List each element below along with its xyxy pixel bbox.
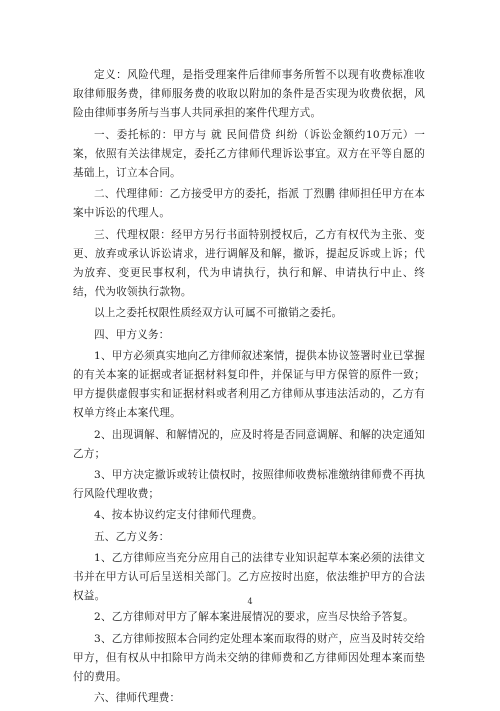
- section-heading-party-a-duties: 四、甲方义务：: [94, 328, 170, 341]
- party-b-duty-item: 3、乙方律师按照本合同约定处理本案而取得的财产，应当及时转交给甲方，但有权从中扣除甲方尚未交纳的律师费和乙方律师因处理本案而垫付的费用。: [73, 632, 425, 684]
- irrevocable-note: 以上之委托权限性质经双方认可属不可撤销之委托。: [94, 307, 343, 320]
- party-a-duty-item: 1、甲方必须真实地向乙方律师叙述案情，提供本协议签署时业已掌握的有关本案的证据或者证据材料复印件，并保证与甲方保管的原件一致；甲方提供虚假事实和证据材料或者利用乙方律师从事违法活动的，乙方有权单方终止本案代理。: [73, 349, 425, 420]
- definition-paragraph: 定义：风险代理，是指受理案件后律师事务所暂不以现有收费标准收取律师服务费，律师服务费的收取以附加的条件是否实现为收费依据，风险由律师事务所与当事人共同承担的案件代理方式。: [73, 69, 425, 120]
- party-a-duty-item: 3、甲方决定撤诉或转让债权时，按照律师收费标准缴纳律师费不再执行风险代理收费；: [73, 469, 425, 501]
- party-b-duty-item: 1、乙方律师应当充分应用自己的法律专业知识起草本案必须的法律文书并在甲方认可后呈送相关部门。乙方应按时出庭，依法维护甲方的合法权益。: [73, 551, 425, 603]
- clause-entrusted-matter: 一、委托标的：甲方与 就 民间借贷 纠纷（诉讼金额约10万元）一案，依照有关法律规定，委托乙方律师代理诉讼事宜。双方在平等自愿的基础上，订立本合同。: [73, 128, 425, 180]
- party-a-duty-item: 4、按本协议约定支付律师代理费。: [94, 509, 263, 522]
- party-a-duty-item: 2、出现调解、和解情况的，应及时将是否同意调解、和解的决定通知乙方；: [73, 428, 425, 460]
- document-body: [73, 66, 425, 711]
- section-heading-party-b-duties: 五、乙方义务：: [94, 530, 170, 543]
- page-number: 4: [247, 597, 253, 606]
- section-heading-lawyer-fees: 六、律师代理费：: [94, 692, 181, 705]
- clause-agent-lawyer: 二、代理律师：乙方接受甲方的委托，指派 丁烈鹏 律师担任甲方在本案中诉讼的代理人。: [73, 188, 425, 220]
- party-b-duty-item: 2、乙方律师对甲方了解本案进展情况的要求，应当尽快给予答复。: [94, 611, 414, 624]
- clause-agency-authority: 三、代理权限：经甲方另行书面特别授权后，乙方有权代为主张、变更、放弃或承认诉讼请求，进行调解及和解，撤诉，提起反诉或上诉；代为放弃、变更民事权利，代为申请执行，执行和解、申请执行中止、终结，代为收领执行款物。: [73, 228, 425, 299]
